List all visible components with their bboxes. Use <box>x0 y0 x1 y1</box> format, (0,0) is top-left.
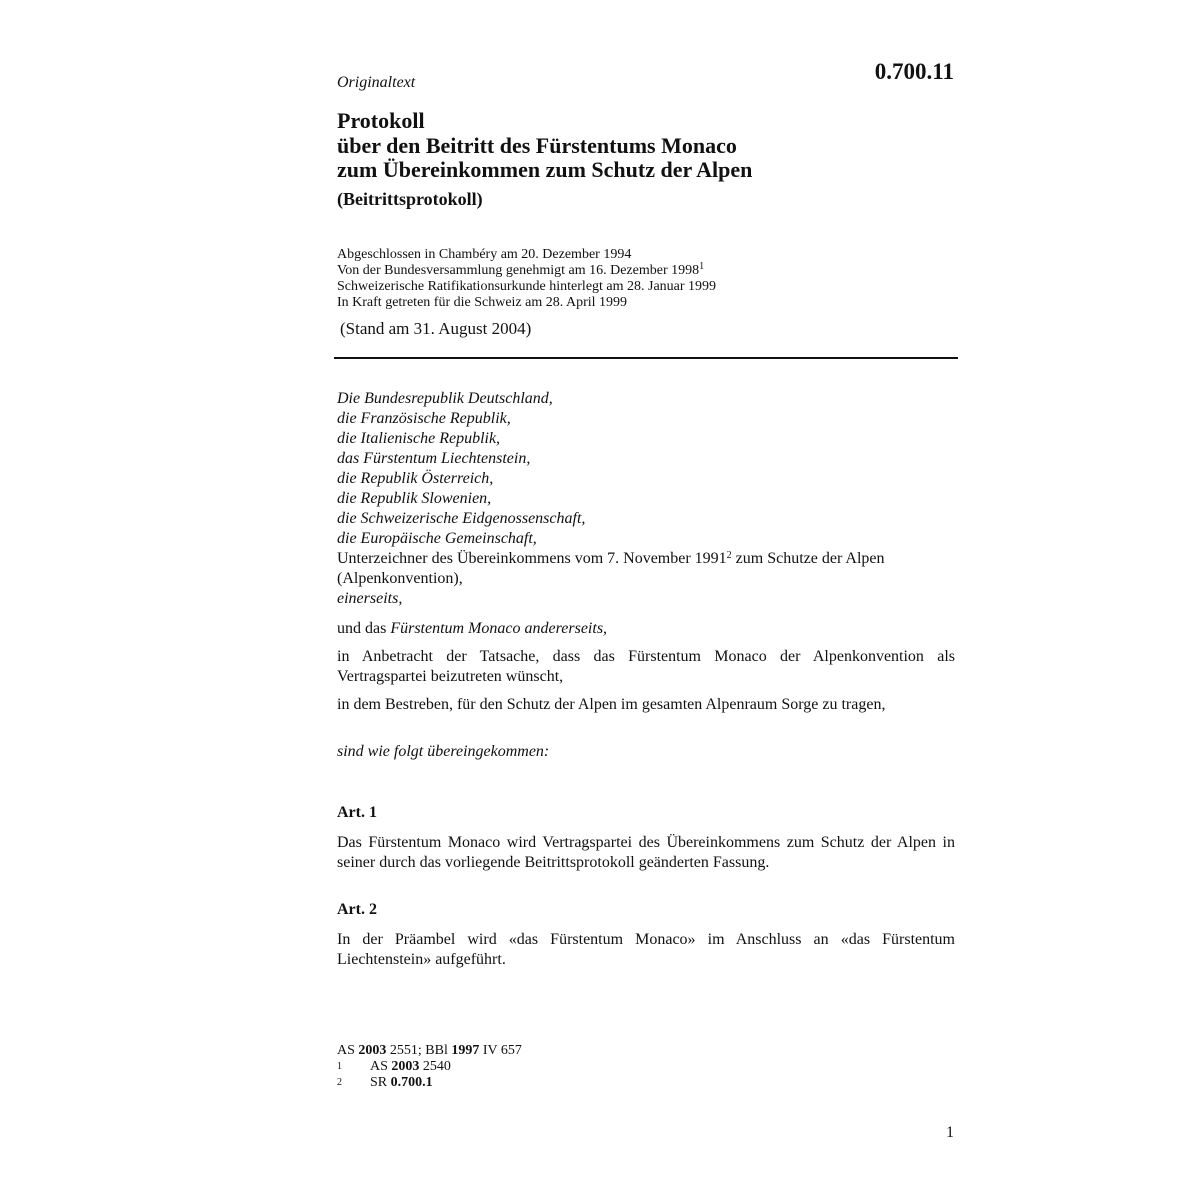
header-divider <box>334 357 958 359</box>
party-line: die Republik Österreich, <box>337 470 494 487</box>
agreed-paragraph <box>337 742 955 762</box>
footnote-1 <box>337 1059 522 1075</box>
bbl-rest: IV 657 <box>479 1043 522 1058</box>
page-number: 1 <box>946 1124 954 1141</box>
party-line: Die Bundesrepublik Deutschland, <box>337 390 553 407</box>
article-2-text: In der Präambel wird «das Fürstentum Monaco» im Anschluss an «das Fürstentum Liechtenstein» aufgeführt. <box>337 931 955 968</box>
monaco-paragraph <box>337 619 955 639</box>
signatories-text-1: Unterzeichner des Übereinkommens vom 7. November 1991 <box>337 550 727 567</box>
footnote-2 <box>337 1075 522 1091</box>
footnote-text <box>370 1075 433 1091</box>
article-2-heading: Art. 2 <box>337 901 377 918</box>
footnote-ref-1[interactable]: 1 <box>699 261 705 272</box>
document-subtitle: (Beitrittsprotokoll) <box>337 189 483 209</box>
footnote-prefix: AS <box>370 1059 392 1074</box>
signatories-paragraph <box>337 549 955 589</box>
title-line-1: Protokoll <box>337 108 425 133</box>
footnote-suffix: 2540 <box>419 1059 451 1074</box>
einerseits-line: einerseits, <box>337 590 403 607</box>
monaco-prefix: und das <box>337 620 391 637</box>
approved-line <box>337 263 716 279</box>
metadata-block <box>337 247 716 311</box>
approved-text: Von der Bundesversammlung genehmigt am 16. Dezember 1998 <box>337 263 700 278</box>
monaco-italic: Fürstentum Monaco andererseits, <box>390 620 608 637</box>
footnote-text <box>370 1059 451 1075</box>
party-line: die Europäische Gemeinschaft, <box>337 530 537 547</box>
article-1-heading: Art. 1 <box>337 804 377 821</box>
footnote-number: 1 <box>337 1061 342 1072</box>
as-year: 2003 <box>358 1043 387 1058</box>
article-1-text: Das Fürstentum Monaco wird Vertragspartei des Übereinkommens zum Schutz der Alpen in seiner durch das vorliegende Beitrittsprotokoll geänderten Fassung. <box>337 834 955 871</box>
party-line: die Schweizerische Eidgenossenschaft, <box>337 510 586 527</box>
endeavour-paragraph: in dem Bestreben, für den Schutz der Alpen im gesamten Alpenraum Sorge zu tragen, <box>337 696 886 713</box>
document-title <box>337 109 752 183</box>
as-rest: 2551; BBl <box>386 1043 452 1058</box>
title-line-2: über den Beitritt des Fürstentums Monaco <box>337 132 737 158</box>
concluded-line: Abgeschlossen in Chambéry am 20. Dezember 1994 <box>337 247 632 262</box>
title-line-3: zum Übereinkommen zum Schutz der Alpen <box>337 157 753 182</box>
party-line: die Republik Slowenien, <box>337 490 492 507</box>
agreed-text: sind wie folgt übereingekommen: <box>337 743 550 760</box>
in-force-line: In Kraft getreten für die Schweiz am 28. April 1999 <box>337 295 628 310</box>
source-reference <box>337 1043 522 1059</box>
footnote-ref-2[interactable]: 2 <box>726 550 732 561</box>
party-line: die Italienische Republik, <box>337 430 501 447</box>
footnote-prefix: SR <box>370 1075 391 1090</box>
footnotes <box>337 1043 522 1091</box>
footnote-bold: 2003 <box>391 1059 420 1074</box>
signatories-text-2: zum Schutze der Alpen (Alpenkonvention), <box>337 550 885 587</box>
originaltext-label: Originaltext <box>337 74 416 91</box>
party-line: die Französische Republik, <box>337 410 511 427</box>
consideration-paragraph: in Anbetracht der Tatsache, dass das Fürstentum Monaco der Alpenkonvention als Vertragspartei beizutreten wünscht, <box>337 648 955 685</box>
ratification-line: Schweizerische Ratifikationsurkunde hinterlegt am 28. Januar 1999 <box>337 279 717 294</box>
preamble-parties <box>337 389 955 609</box>
bbl-year: 1997 <box>451 1043 480 1058</box>
document-number: 0.700.11 <box>874 59 954 84</box>
as-prefix: AS <box>337 1043 359 1058</box>
footnote-bold: 0.700.1 <box>390 1075 433 1090</box>
stand-date: (Stand am 31. August 2004) <box>340 319 532 338</box>
party-line: das Fürstentum Liechtenstein, <box>337 450 531 467</box>
footnote-number: 2 <box>337 1077 342 1088</box>
